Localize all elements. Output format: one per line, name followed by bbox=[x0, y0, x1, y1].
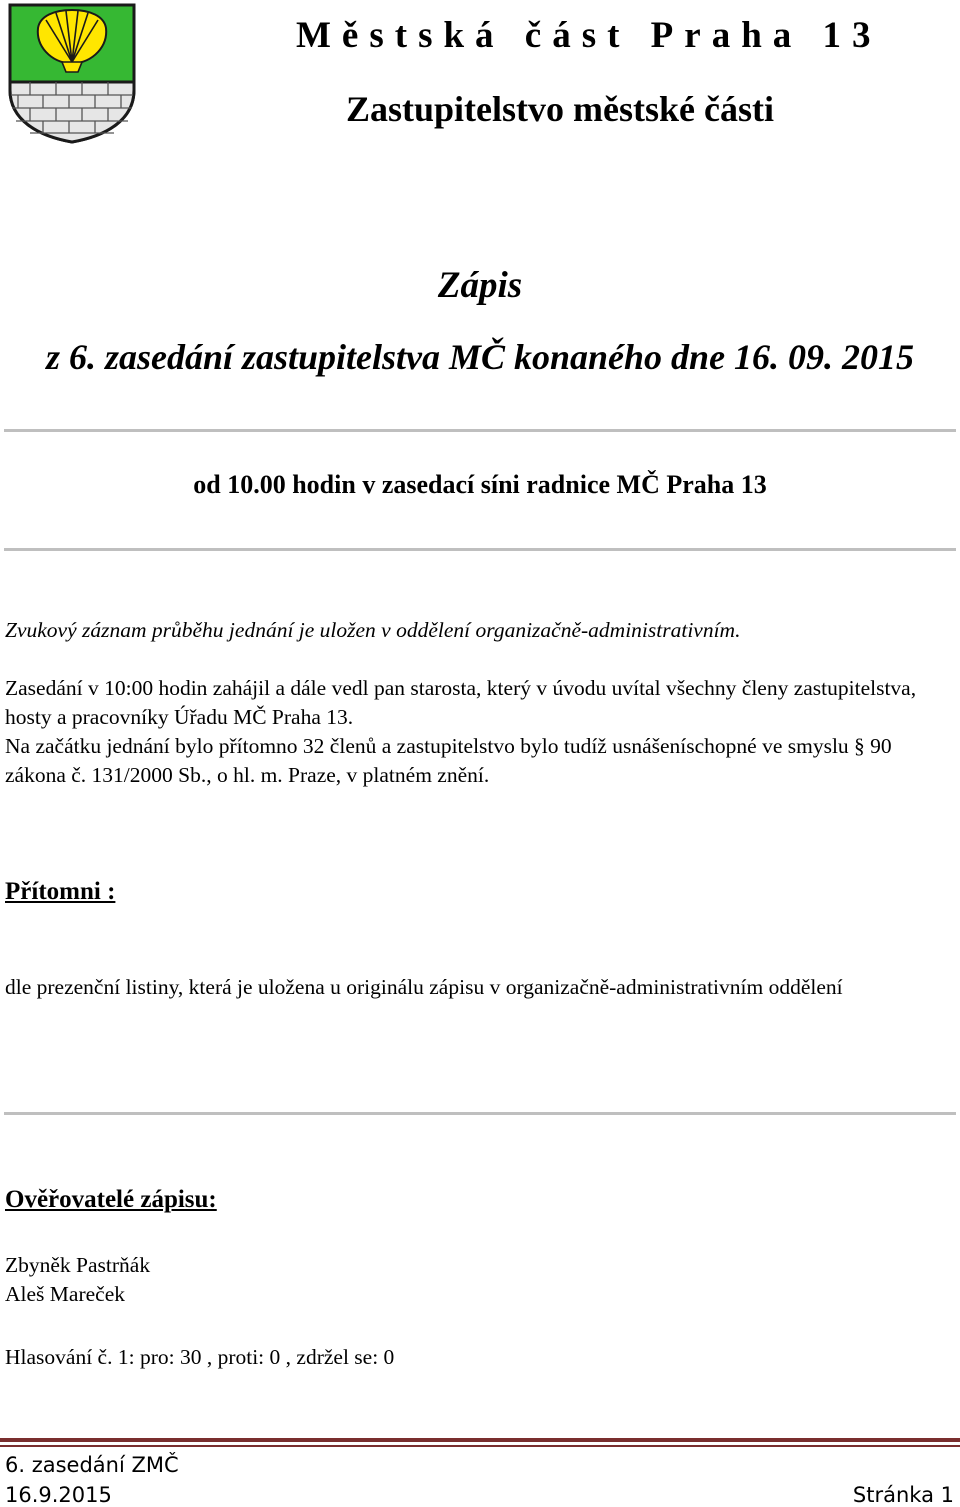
document-title: Zápis bbox=[437, 265, 523, 306]
verifiers-list bbox=[5, 1251, 945, 1309]
municipality-name: Městská část Praha 13 bbox=[296, 15, 882, 56]
page-number: Stránka 1 bbox=[852, 1483, 954, 1507]
divider bbox=[4, 1112, 956, 1115]
recording-note: Zvukový záznam průběhu jednání je uložen v oddělení organizačně-administrativním. bbox=[5, 618, 741, 642]
divider bbox=[4, 548, 956, 551]
footer-divider bbox=[0, 1445, 960, 1447]
verifier-name: Zbyněk Pastrňák bbox=[5, 1253, 151, 1277]
footer-date: 16.9.2015 bbox=[5, 1483, 112, 1507]
quorum-paragraph: Na začátku jednání bylo přítomno 32 členů a zastupitelstvo bylo tudíž usnášeníschopné ve smyslu § 90 zákona č. 131/2000 Sb., o hl. m. Praze, v platném znění. bbox=[5, 734, 892, 787]
footer-divider bbox=[0, 1438, 960, 1442]
divider bbox=[4, 429, 956, 432]
document-subtitle: z 6. zasedání zastupitelstva MČ konaného dne 16. 09. 2015 bbox=[45, 337, 915, 377]
footer-session: 6. zasedání ZMČ bbox=[5, 1453, 179, 1477]
verifiers-heading: Ověřovatelé zápisu: bbox=[5, 1186, 217, 1213]
council-name: Zastupitelstvo městské části bbox=[346, 89, 774, 129]
verifier-name: Aleš Mareček bbox=[5, 1282, 125, 1306]
opening-paragraph: Zasedání v 10:00 hodin zahájil a dále vedl pan starosta, který v úvodu uvítal všechny členy zastupitelstva, hosty a pracovníky Úřadu MČ Praha 13. bbox=[5, 676, 917, 729]
vote-result: Hlasování č. 1: pro: 30 , proti: 0 , zdržel se: 0 bbox=[5, 1345, 395, 1369]
present-text: dle prezenční listiny, která je uložena u originálu zápisu v organizačně-administrativním oddělení bbox=[5, 975, 843, 999]
coat-of-arms-icon bbox=[6, 2, 138, 144]
present-heading: Přítomni : bbox=[5, 878, 116, 905]
meeting-venue: od 10.00 hodin v zasedací síni radnice MČ Praha 13 bbox=[193, 470, 767, 499]
